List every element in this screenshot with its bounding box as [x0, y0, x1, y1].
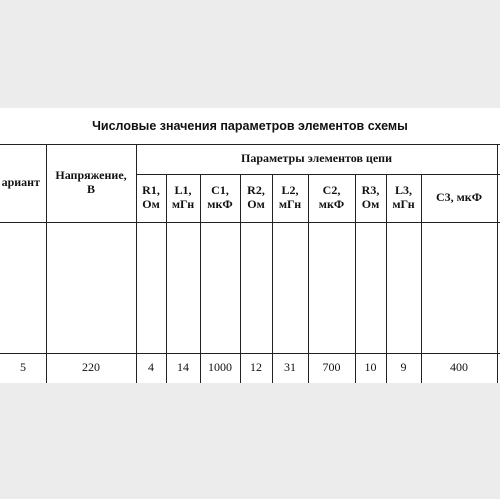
document-sheet — [0, 108, 500, 383]
header-r1-name: R1, — [142, 183, 160, 198]
header-r3 — [355, 174, 386, 222]
cell-c2: 700 — [322, 360, 341, 375]
header-variant: ариант — [1, 175, 40, 190]
header-r2 — [240, 174, 272, 222]
cell-r2: 12 — [250, 360, 262, 375]
cell-r1: 4 — [148, 360, 154, 375]
header-c2-unit: мкФ — [318, 197, 345, 211]
header-c2-name: C2, — [322, 183, 341, 198]
cell-l3: 9 — [400, 360, 407, 375]
header-l2 — [272, 174, 308, 222]
cell-l1: 14 — [177, 360, 189, 375]
header-voltage-line2: В — [86, 182, 95, 196]
table-title: Числовые значения параметров элементов схемы — [92, 119, 408, 133]
header-c1-name: C1, — [211, 183, 229, 198]
cell-c1: 1000 — [208, 360, 232, 375]
header-c3: C3, мкФ — [435, 190, 483, 205]
header-r1 — [136, 174, 166, 222]
header-r2-name: R2, — [247, 183, 265, 198]
header-l2-name: L2, — [281, 183, 299, 198]
col-divider — [497, 144, 498, 383]
header-l1 — [166, 174, 200, 222]
header-l1-unit: мГн — [171, 197, 195, 211]
cell-voltage: 220 — [82, 360, 100, 375]
header-l3 — [386, 174, 421, 222]
header-l3-name: L3, — [394, 183, 412, 198]
cell-l2: 31 — [284, 360, 296, 375]
cell-r3: 10 — [364, 360, 377, 375]
header-r1-unit: Ом — [142, 197, 160, 211]
header-l3-unit: мГн — [392, 197, 415, 211]
header-l1-name: L1, — [174, 183, 192, 198]
header-c2 — [308, 174, 355, 222]
header-c1 — [200, 174, 240, 222]
header-r3-unit: Ом — [361, 197, 380, 211]
header-voltage — [46, 144, 136, 222]
header-r3-name: R3, — [361, 183, 380, 198]
header-group-params: Параметры элементов цепи — [240, 151, 393, 166]
header-bottom-border — [0, 222, 500, 223]
header-c1-unit: мкФ — [207, 197, 233, 211]
header-l2-unit: мГн — [278, 197, 302, 211]
cell-variant: 5 — [20, 360, 26, 375]
header-r2-unit: Ом — [247, 197, 265, 211]
cell-c3: 400 — [450, 360, 468, 375]
header-voltage-line1: Напряжение, — [55, 168, 127, 183]
